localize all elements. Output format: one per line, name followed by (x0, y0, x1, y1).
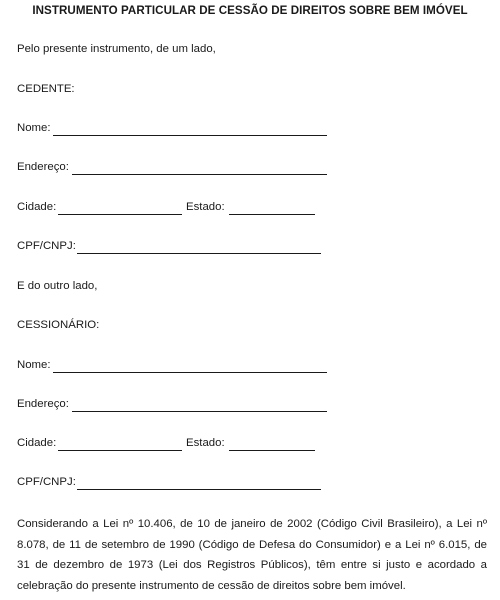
cessionario-estado-blank[interactable] (229, 437, 315, 451)
cpf-label: CPF/CNPJ: (17, 476, 76, 488)
cessionario-cpf-blank[interactable] (77, 476, 321, 490)
cessionario-heading: CESSIONÁRIO: (17, 319, 100, 331)
cidade-label: Cidade: (17, 437, 57, 449)
cessionario-cidade-blank[interactable] (58, 437, 182, 451)
cessionario-endereco-blank[interactable] (72, 398, 327, 412)
cessionario-nome-blank[interactable] (53, 359, 327, 373)
other-side-text: E do outro lado, (17, 280, 98, 292)
cidade-label: Cidade: (17, 201, 57, 213)
cedente-estado-blank[interactable] (229, 201, 315, 215)
cedente-nome-blank[interactable] (53, 122, 327, 136)
cedente-cpf-blank[interactable] (77, 240, 321, 254)
endereco-label: Endereço: (17, 398, 69, 410)
cpf-label: CPF/CNPJ: (17, 240, 76, 252)
intro-text: Pelo presente instrumento, de um lado, (17, 43, 216, 55)
cedente-heading: CEDENTE: (17, 83, 75, 95)
endereco-label: Endereço: (17, 161, 69, 173)
nome-label: Nome: (17, 122, 51, 134)
closing-paragraph: Considerando a Lei nº 10.406, de 10 de janeiro de 2002 (Código Civil Brasileiro), a Lei nº 8.078, de 11 de setembro de 1990 (Código de Defesa do Consumidor) e a Lei nº 6.015, de 31 de dezembro de 1973 (Lei dos Registros Públicos), têm entre si justo e acordado a celebração do presente instrumento de cessão de direitos sobre bem imóvel. (17, 518, 487, 592)
nome-label: Nome: (17, 359, 51, 371)
estado-label: Estado: (186, 437, 225, 449)
document-title: INSTRUMENTO PARTICULAR DE CESSÃO DE DIREITOS SOBRE BEM IMÓVEL (32, 4, 468, 17)
cedente-cidade-blank[interactable] (58, 201, 182, 215)
estado-label: Estado: (186, 201, 225, 213)
cedente-endereco-blank[interactable] (72, 161, 327, 175)
